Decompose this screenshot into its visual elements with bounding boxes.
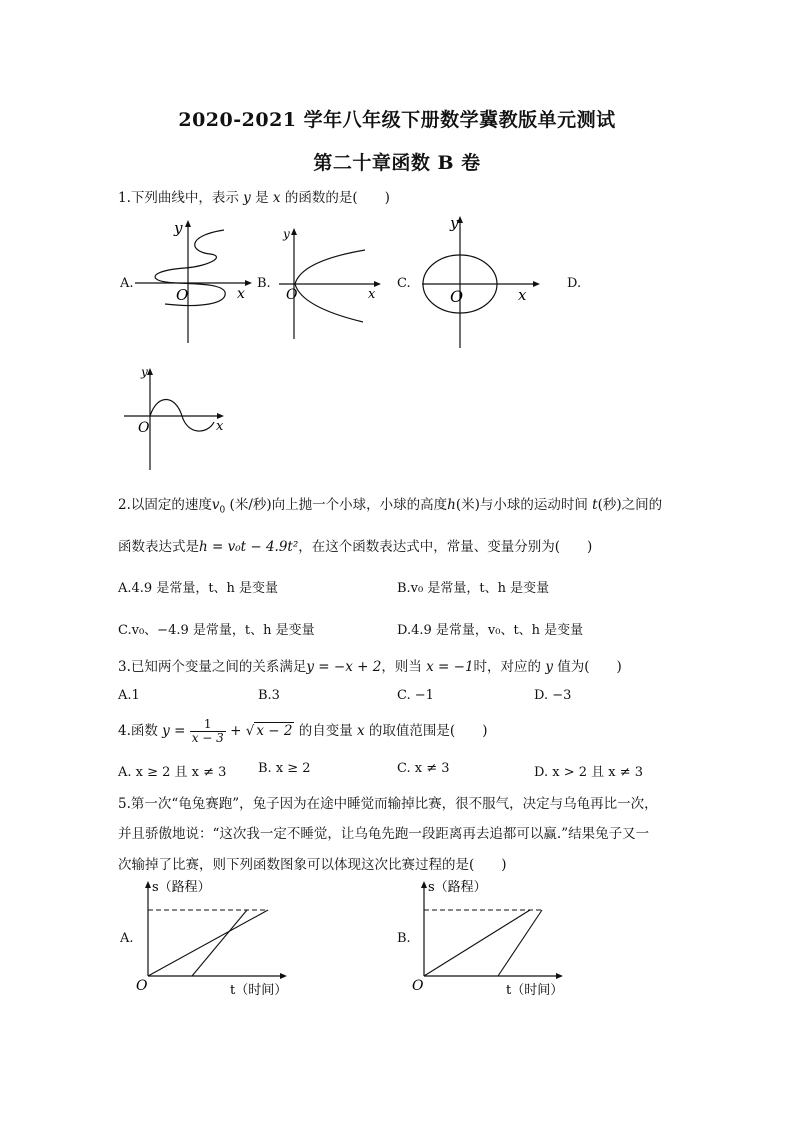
q3-condition: x = −1	[426, 659, 474, 675]
origin-label: O	[136, 978, 148, 994]
question-5-line-2: 并且骄傲地说：“这次我一定不睡觉，让乌龟先跑一段距离再去追都可以赢.”结果兔子又一	[118, 826, 650, 842]
x-axis-arrow-icon	[533, 281, 540, 287]
q1-var-x: x	[272, 190, 281, 206]
q1-option-c-label: C.	[397, 276, 411, 291]
origin-label: O	[138, 420, 150, 436]
q2-option-d: D.4.9 是常量，v₀、t、h 是变量	[397, 623, 584, 638]
origin-label: O	[450, 287, 464, 306]
q2-var-t: t	[592, 497, 598, 513]
axis-label-x: x	[368, 287, 376, 302]
rabbit-line	[192, 910, 247, 976]
q5-option-a-label: A.	[120, 931, 134, 946]
y-axis-arrow-icon	[185, 220, 191, 227]
q1-graph-a	[130, 218, 255, 348]
question-3-stem	[118, 655, 622, 675]
question-5-line-3: 次输掉了比赛，则下列函数图象可以体现这次比赛过程的是( )	[118, 857, 507, 873]
q4-sqrt-icon: √	[245, 723, 255, 739]
q2-text-a: 2.以固定的速度	[118, 497, 212, 513]
axis-label-y: y	[450, 214, 459, 232]
tortoise-line	[424, 910, 530, 976]
t-axis-label: t（时间）	[230, 983, 288, 998]
axis-label-x: x	[518, 286, 527, 304]
s-axis-label: s（路程）	[152, 880, 211, 895]
q2-v0-sub: 0	[219, 505, 226, 516]
q1-option-d-label: D.	[567, 276, 582, 291]
rabbit-line	[498, 910, 542, 976]
q4-text-a: 4.函数	[118, 723, 163, 739]
sine-curve	[150, 399, 214, 431]
t-axis-label: t（时间）	[506, 983, 564, 998]
s-axis-arrow-icon	[421, 881, 427, 888]
q1-text-c: 的函数的是( )	[280, 190, 390, 206]
s-curve	[155, 230, 225, 306]
s-axis-arrow-icon	[145, 881, 151, 888]
q2-text-e: 函数表达式是	[118, 539, 199, 555]
q1-graph-d	[118, 362, 233, 472]
q4-fraction	[190, 718, 226, 745]
q2-text-f: ，在这个函数表达式中，常量、变量分别为( )	[298, 539, 593, 555]
q4-option-c: C. x ≠ 3	[397, 761, 450, 776]
q5-graph-b	[408, 876, 568, 1001]
question-5-line-1: 5.第一次“龟兔赛跑”，兔子因为在途中睡觉而输掉比赛，很不服气，决定与乌龟再比一次，	[118, 796, 658, 812]
q1-option-a-label: A.	[120, 276, 134, 291]
q2-v0: v	[211, 497, 220, 513]
q2-option-a: A.4.9 是常量，t、h 是变量	[118, 581, 279, 596]
q3-var: y	[545, 659, 553, 675]
q1-var-y: y	[243, 190, 251, 206]
q2-formula: h = v₀t − 4.9t²	[199, 539, 299, 555]
axis-label-x: x	[216, 419, 224, 434]
q4-y-eq: y =	[162, 723, 186, 739]
page-subtitle: 第二十章函数 B 卷	[313, 152, 481, 174]
q3-text-a: 3.已知两个变量之间的关系满足	[118, 659, 307, 675]
q2-text-c: (米)与小球的运动时间	[455, 497, 593, 513]
origin-label: O	[286, 287, 298, 303]
parabola-curve	[295, 250, 365, 322]
tortoise-line	[148, 910, 268, 976]
q1-text-b: 是	[250, 190, 273, 206]
question-1-stem	[118, 186, 390, 206]
s-axis-label: s（路程）	[428, 880, 487, 895]
q2-option-c: C.v₀、−4.9 是常量，t、h 是变量	[118, 623, 315, 638]
q4-frac-den: x − 3	[191, 731, 224, 745]
q2-text-b: (米/秒)向上抛一个小球，小球的高度	[225, 497, 448, 513]
q2-option-b: B.v₀ 是常量，t、h 是变量	[397, 581, 550, 596]
q4-text-b: 的自变量	[294, 723, 358, 739]
q3-option-a: A.1	[118, 688, 140, 703]
y-axis-arrow-icon	[147, 368, 153, 375]
q2-text-d: (秒)之间的	[597, 497, 663, 513]
q3-text-b: ，则当	[381, 659, 427, 675]
y-axis-arrow-icon	[291, 228, 297, 235]
q1-graph-c	[418, 212, 548, 352]
axis-label-y: y	[283, 227, 290, 241]
q4-option-d: D. x > 2 且 x ≠ 3	[534, 765, 644, 780]
origin-label: O	[412, 978, 424, 994]
axis-label-y: y	[174, 219, 183, 237]
q4-sqrt-body: x − 2	[256, 723, 293, 739]
q4-frac-num: 1	[190, 718, 226, 732]
q3-option-c: C. −1	[397, 688, 434, 703]
q4-option-b: B. x ≥ 2	[258, 761, 311, 776]
q4-option-a: A. x ≥ 2 且 x ≠ 3	[118, 765, 227, 780]
q4-var: x	[357, 723, 365, 739]
q2-var-h: h	[447, 497, 456, 513]
question-4-stem	[118, 716, 487, 746]
page-title: 2020-2021 学年八年级下册数学冀教版单元测试	[178, 109, 616, 131]
q3-text-c: 时，对应的	[473, 659, 546, 675]
origin-label: O	[176, 286, 189, 304]
question-2-line-1	[118, 493, 662, 516]
q1-text-a: 1.下列曲线中，表示	[118, 190, 244, 206]
axis-label-x: x	[237, 286, 245, 302]
q3-formula: y = −x + 2	[306, 659, 382, 675]
t-axis-arrow-icon	[556, 973, 563, 979]
q4-text-c: 的取值范围是( )	[364, 723, 488, 739]
axis-label-y: y	[141, 365, 148, 379]
q1-graph-b	[275, 222, 390, 342]
x-axis-arrow-icon	[245, 280, 252, 286]
q4-plus: +	[230, 723, 242, 739]
q3-option-b: B.3	[258, 688, 280, 703]
t-axis-arrow-icon	[280, 973, 287, 979]
q5-graph-a	[132, 876, 292, 1001]
q5-option-b-label: B.	[397, 931, 411, 946]
q3-option-d: D. −3	[534, 688, 572, 703]
question-2-line-2	[118, 535, 592, 555]
q1-option-b-label: B.	[257, 276, 271, 291]
q3-text-d: 值为( )	[552, 659, 622, 675]
